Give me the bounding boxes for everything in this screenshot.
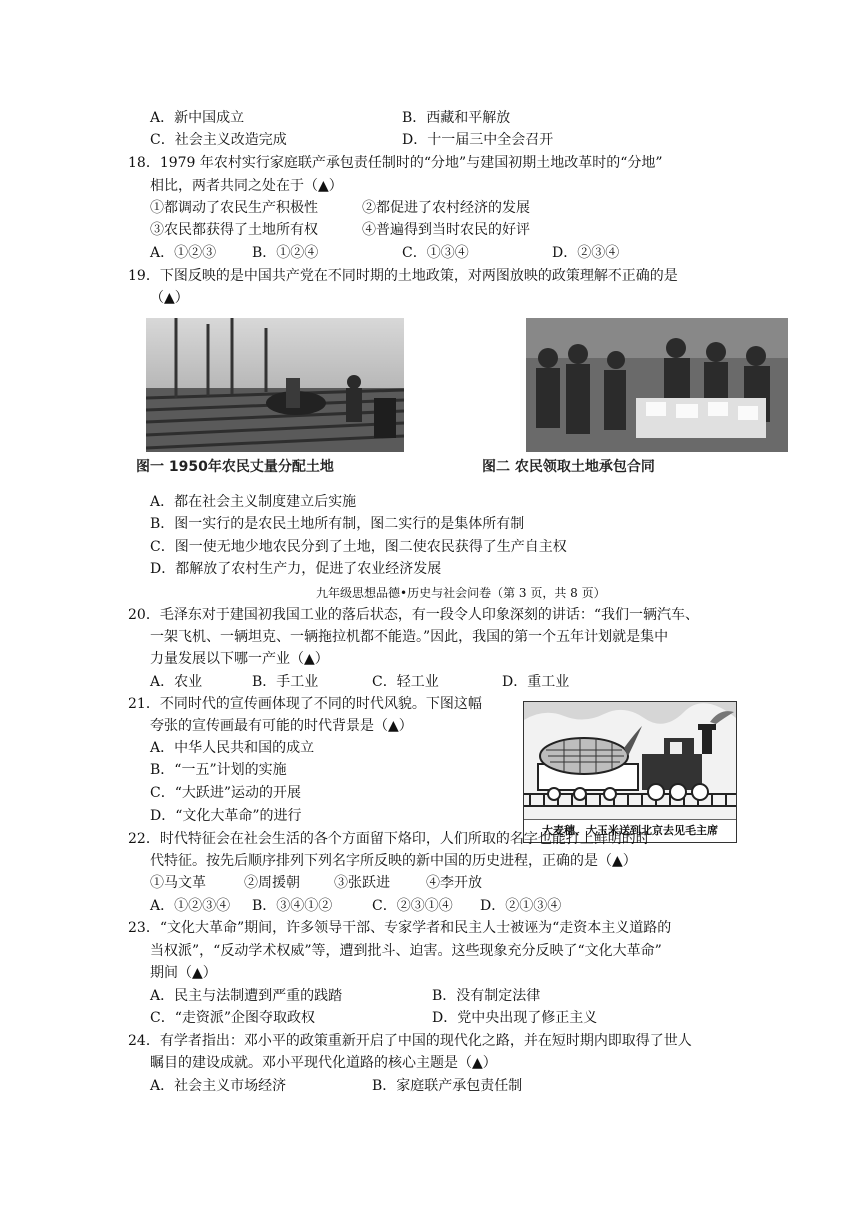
- poster-caption: 大麦穗、大玉米送到北京去见毛主席: [524, 819, 736, 842]
- q23-option-a: A．民主与法制遭到严重的践踏: [150, 988, 343, 1004]
- q19-stem-line2: （▲）: [150, 290, 189, 306]
- q19-stem-line1: 19．下图反映的是中国共产党在不同时期的土地政策，对两图放映的政策理解不正确的是: [128, 268, 678, 284]
- q23-stem-line3: 期间（▲）: [150, 965, 217, 981]
- q19-option-a: A．都在社会主义制度建立后实施: [150, 494, 357, 510]
- q21-stem-line2: 夸张的宣传画最有可能的时代背景是（▲）: [150, 718, 413, 734]
- q20-stem-line1: 20．毛泽东对于建国初我国工业的落后状态，有一段令人印象深刻的讲话：“我们一辆汽车、: [128, 607, 699, 623]
- page-footer: 九年级思想品德•历史与社会问卷（第 3 页，共 8 页）: [316, 586, 606, 600]
- q17-option-b: B．西藏和平解放: [402, 110, 511, 126]
- q20-option-c: C．轻工业: [372, 674, 439, 690]
- q22-option-c: C．②③①④: [372, 898, 453, 914]
- q21-stem-line1: 21．不同时代的宣传画体现了不同的时代风貌。下图这幅: [128, 696, 482, 712]
- q18-stem-line1: 18．1979 年农村实行家庭联产承包责任制时的“分地”与建国初期土地改革时的“分地”: [128, 155, 663, 171]
- q24-option-b: B．家庭联产承包责任制: [372, 1078, 523, 1094]
- q18-option-c: C．①③④: [402, 245, 469, 261]
- q23-stem-line2: 当权派”，“反动学术权威”等，遭到批斗、迫害。这些现象充分反映了“文化大革命”: [150, 943, 662, 959]
- q22-stem-line2: 代特征。按先后顺序排列下列名字所反映的新中国的历史进程，正确的是（▲）: [150, 853, 637, 869]
- q23-option-d: D．党中央出现了修正主义: [432, 1010, 598, 1026]
- q21-option-c: C．“大跃进”运动的开展: [150, 785, 302, 801]
- q20-option-d: D．重工业: [502, 674, 570, 690]
- q20-option-b: B．手工业: [252, 674, 319, 690]
- q24-stem-line2: 瞩目的建设成就。邓小平现代化道路的核心主题是（▲）: [150, 1055, 497, 1071]
- q22-option-b: B．③④①②: [252, 898, 333, 914]
- q18-item-1: ①都调动了农民生产积极性: [150, 200, 318, 216]
- q24-stem-line1: 24．有学者指出：邓小平的政策重新开启了中国的现代化之路，并在短时期内即取得了世人: [128, 1033, 692, 1049]
- q22-item-2: ②周援朝: [244, 875, 300, 891]
- q18-option-a: A．①②③: [150, 245, 217, 261]
- q22-option-d: D．②①③④: [480, 898, 562, 914]
- q22-item-1: ①马文革: [150, 875, 206, 891]
- q17-option-d: D．十一届三中全会召开: [402, 132, 554, 148]
- q18-item-3: ③农民都获得了土地所有权: [150, 222, 318, 238]
- q18-item-4: ④普遍得到当时农民的好评: [362, 222, 530, 238]
- q17-option-c: C．社会主义改造完成: [150, 132, 287, 148]
- q21-option-a: A．中华人民共和国的成立: [150, 740, 315, 756]
- figure1-caption: 图一 1950年农民丈量分配土地: [136, 459, 334, 475]
- propaganda-poster: [523, 701, 737, 843]
- q19-option-c: C．图一使无地少地农民分到了土地，图二使农民获得了生产自主权: [150, 539, 567, 555]
- q24-option-a: A．社会主义市场经济: [150, 1078, 287, 1094]
- q21-option-d: D．“文化大革命”的进行: [150, 808, 302, 824]
- q22-stem-line1: 22．时代特征会在社会生活的各个方面留下烙印，人们所取的名字也能打上鲜明的时: [128, 831, 650, 847]
- q18-option-b: B．①②④: [252, 245, 319, 261]
- q20-option-a: A．农业: [150, 674, 203, 690]
- photo-farmers-receiving-contracts: [526, 318, 788, 452]
- q19-option-d: D．都解放了农村生产力，促进了农业经济发展: [150, 561, 442, 577]
- q22-option-a: A．①②③④: [150, 898, 231, 914]
- q18-item-2: ②都促进了农村经济的发展: [362, 200, 530, 216]
- q19-option-b: B．图一实行的是农民土地所有制，图二实行的是集体所有制: [150, 516, 525, 532]
- q23-option-b: B．没有制定法律: [432, 988, 541, 1004]
- q17-option-a: A．新中国成立: [150, 110, 245, 126]
- q21-option-b: B．“一五”计划的实施: [150, 762, 287, 778]
- q20-stem-line2: 一架飞机、一辆坦克、一辆拖拉机都不能造。”因此，我国的第一个五年计划就是集中: [150, 629, 669, 645]
- q18-stem-line2: 相比，两者共同之处在于（▲）: [150, 178, 343, 194]
- q22-item-4: ④李开放: [426, 875, 482, 891]
- q23-option-c: C．“走资派”企图夺取政权: [150, 1010, 316, 1026]
- q23-stem-line1: 23．“文化大革命”期间，许多领导干部、专家学者和民主人士被诬为“走资本主义道路的: [128, 920, 672, 936]
- q22-item-3: ③张跃进: [334, 875, 390, 891]
- figure2-caption: 图二 农民领取土地承包合同: [482, 459, 655, 475]
- q18-option-d: D．②③④: [552, 245, 620, 261]
- q20-stem-line3: 力量发展以下哪一产业（▲）: [150, 651, 329, 667]
- photo-farmers-measuring-land: [146, 318, 404, 452]
